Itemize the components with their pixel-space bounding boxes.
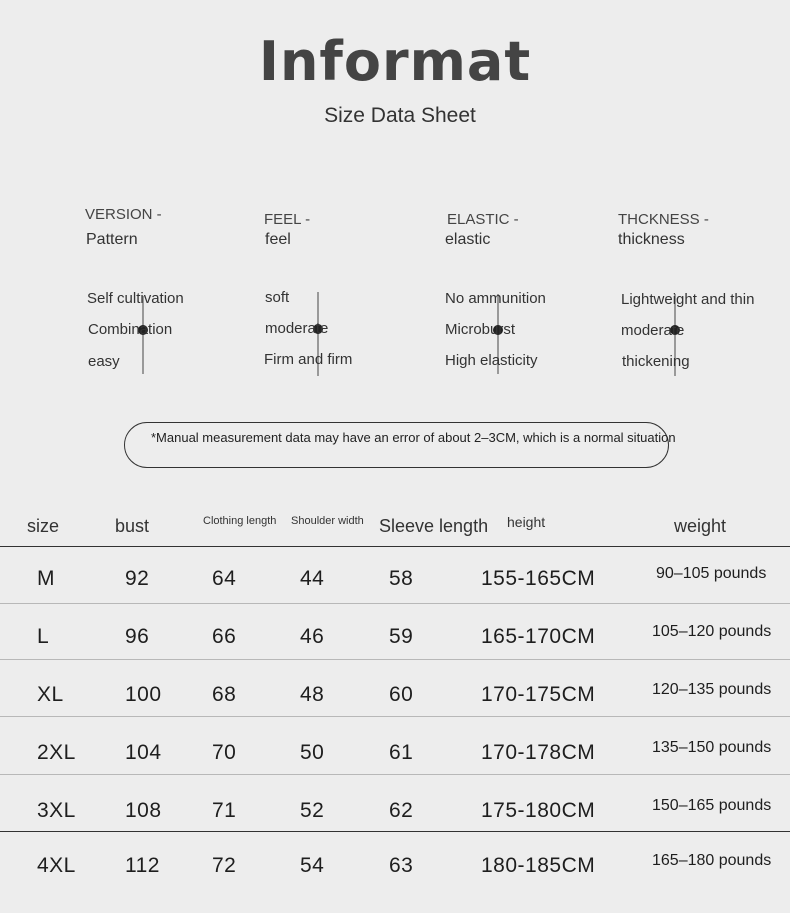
cell-shoulder-width: 44 [300,567,325,590]
cell-clothing-length: 66 [212,625,237,648]
cell-clothing-length: 72 [212,854,237,877]
cell-clothing-length: 68 [212,683,237,706]
table-header-rule [0,546,790,547]
cell-clothing-length: 71 [212,799,237,822]
attribute-name: feel [265,231,291,248]
attribute-elastic [445,0,625,400]
cell-bust: 112 [125,854,160,877]
attribute-option: Firm and firm [264,351,353,368]
page-subtitle: Size Data Sheet [324,104,476,127]
cell-size: 3XL [37,799,76,822]
column-header-height: height [507,514,546,530]
cell-weight: 165–180 pounds [652,852,772,869]
row-divider [0,716,790,717]
cell-bust: 108 [125,799,162,822]
cell-bust: 100 [125,683,162,706]
attribute-option: Lightweight and thin [621,291,755,308]
cell-height: 165-170CM [481,625,596,648]
cell-clothing-length: 64 [212,567,237,590]
cell-bust: 92 [125,567,150,590]
measurement-note-text: *Manual measurement data may have an error of about 2–3CM, which is a normal situation [151,430,676,445]
cell-sleeve-length: 61 [389,741,414,764]
cell-weight: 150–165 pounds [652,797,772,814]
cell-height: 170-175CM [481,683,596,706]
page-title: Informat [258,30,532,93]
attribute-name: thickness [618,231,685,248]
attribute-thickness [618,0,790,400]
attribute-option: High elasticity [445,352,538,369]
cell-shoulder-width: 52 [300,799,325,822]
attribute-name: Pattern [86,231,138,248]
attribute-version [85,0,265,400]
cell-shoulder-width: 54 [300,854,325,877]
cell-sleeve-length: 58 [389,567,414,590]
cell-size: L [37,625,50,648]
cell-weight: 120–135 pounds [652,681,772,698]
cell-height: 180-185CM [481,854,596,877]
cell-clothing-length: 70 [212,741,237,764]
cell-bust: 96 [125,625,150,648]
attribute-option: Microburst [445,321,516,338]
cell-size: M [37,567,55,590]
cell-height: 170-178CM [481,741,596,764]
attribute-option: Combination [88,321,173,338]
cell-shoulder-width: 46 [300,625,325,648]
attribute-option: easy [88,353,120,370]
cell-size: XL [37,683,64,706]
attribute-name: elastic [445,231,491,248]
cell-shoulder-width: 50 [300,741,325,764]
attribute-category: FEEL - [264,211,311,228]
row-divider [0,659,790,660]
attribute-category: THCKNESS - [618,211,709,228]
column-header-size: size [27,516,60,536]
cell-size: 4XL [37,854,76,877]
column-header-sleeve-length: Sleeve length [379,516,489,536]
attribute-option: moderate [265,320,329,337]
row-divider [0,831,790,832]
cell-sleeve-length: 62 [389,799,414,822]
row-divider [0,603,790,604]
cell-shoulder-width: 48 [300,683,325,706]
cell-bust: 104 [125,741,162,764]
measurement-note [124,422,676,468]
attribute-category: ELASTIC - [447,211,519,228]
attribute-option: thickening [622,353,690,370]
row-divider [0,774,790,775]
attribute-option: Self cultivation [87,290,184,307]
column-header-bust: bust [115,516,150,536]
cell-height: 175-180CM [481,799,596,822]
cell-sleeve-length: 60 [389,683,414,706]
attribute-option: moderate [621,322,685,339]
cell-weight: 135–150 pounds [652,739,772,756]
cell-size: 2XL [37,741,76,764]
column-header-shoulder-width: Shoulder width [291,515,364,527]
cell-sleeve-length: 63 [389,854,414,877]
cell-weight: 105–120 pounds [652,623,772,640]
cell-sleeve-length: 59 [389,625,414,648]
attribute-category: VERSION - [85,206,162,223]
attribute-option: No ammunition [445,290,546,307]
attribute-option: soft [265,289,290,306]
column-header-clothing-length: Clothing length [203,515,277,527]
cell-weight: 90–105 pounds [656,565,767,582]
column-header-weight: weight [674,516,727,536]
cell-height: 155-165CM [481,567,596,590]
attribute-feel [264,0,444,400]
